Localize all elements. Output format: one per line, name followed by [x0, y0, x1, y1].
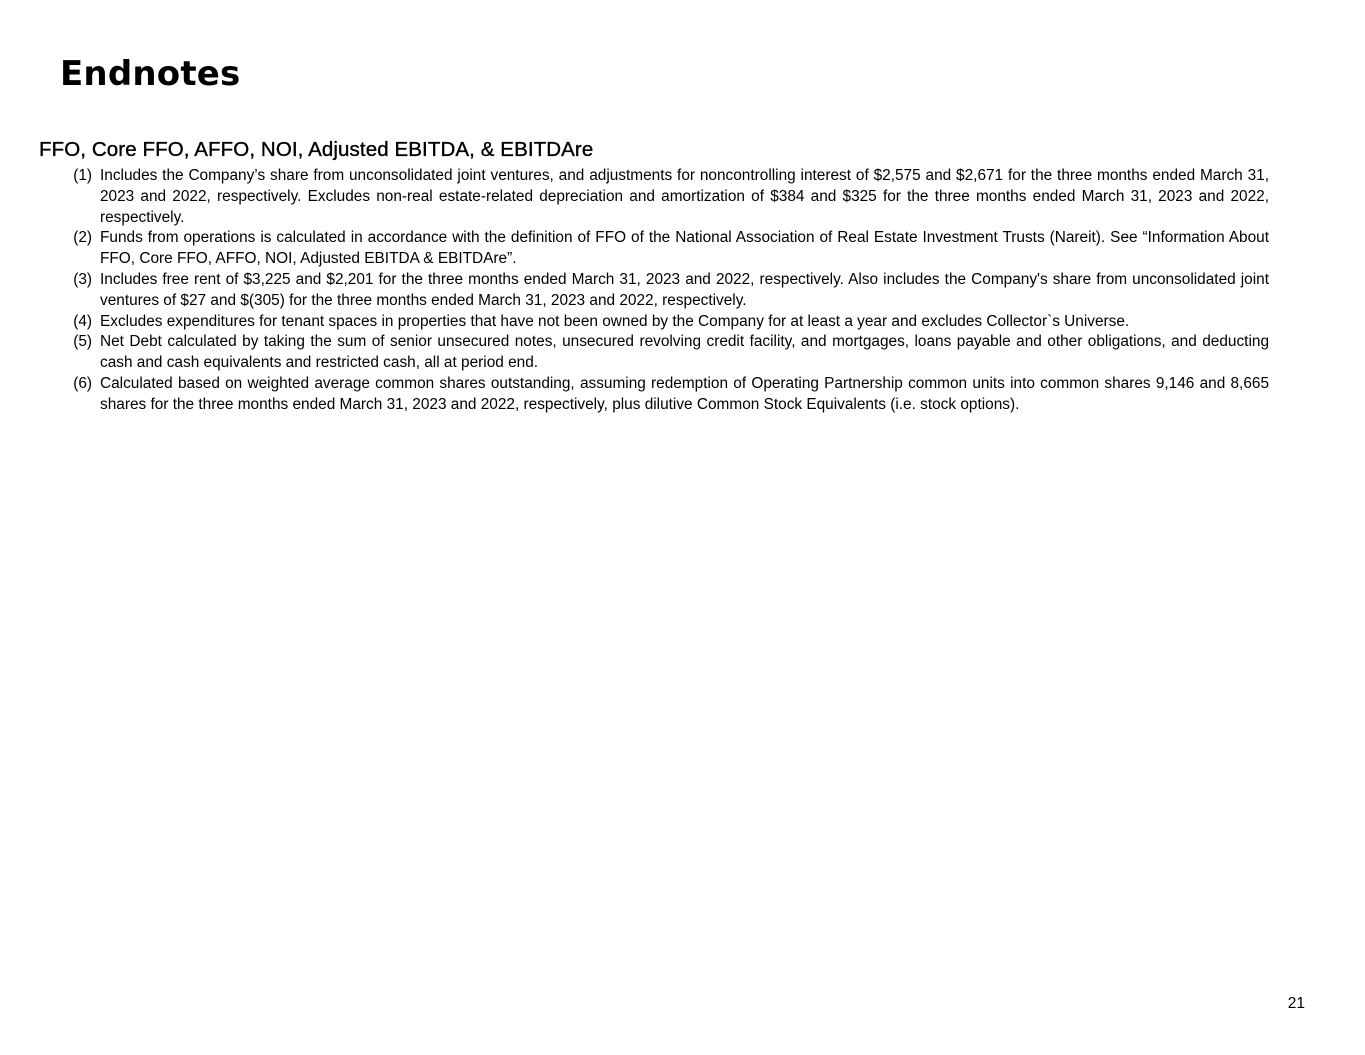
endnote-number: (1): [73, 167, 92, 184]
endnote-number: (2): [73, 229, 92, 247]
endnote-text: Includes the Company’s share from unconsolidated joint ventures, and adjustments for noncontrolling interest of $2,575 and $2,671 for the three months ended March 31, 2023 and 2022, respectively. Excludes non-real estate-related depreciation and amortization of $384 and $325 for the three months ended March 31, 2023 and 2022, respectively.: [100, 167, 1269, 226]
page-number: 21: [1287, 995, 1305, 1012]
endnote-item: [39, 228, 1269, 270]
endnote-number: (6): [73, 374, 92, 392]
endnotes-list: [39, 166, 1269, 416]
endnote-text: Excludes expenditures for tenant spaces in properties that have not been owned by the Company for at least a year and excludes Collector`s Universe.: [100, 312, 1130, 330]
endnote-item: [39, 166, 1269, 228]
endnote-number: (3): [73, 270, 92, 288]
endnote-item: [39, 312, 1269, 333]
endnote-number: (5): [73, 333, 92, 351]
page-title: Endnotes: [60, 54, 241, 94]
endnote-number: (4): [73, 312, 92, 330]
endnotes-section: [39, 136, 1269, 416]
endnote-text: Includes free rent of $3,225 and $2,201 for the three months ended March 31, 2023 and 2022, respectively. Also includes the Company's share from unconsolidated joint ventures of $27 and $(305) for the three months ended March 31, 2023 and 2022, respectively.: [100, 270, 1269, 309]
endnote-item: [39, 270, 1269, 312]
endnote-text: Funds from operations is calculated in accordance with the definition of FFO of the National Association of Real Estate Investment Trusts (Nareit). See “Information About FFO, Core FFO, AFFO, NOI, Adjusted EBITDA & EBITDAre”.: [100, 229, 1269, 268]
section-heading: FFO, Core FFO, AFFO, NOI, Adjusted EBITDA, & EBITDAre: [39, 138, 594, 161]
endnote-text: Net Debt calculated by taking the sum of senior unsecured notes, unsecured revolving credit facility, and mortgages, loans payable and other obligations, and deducting cash and cash equivalents and restricted cash, all at period end.: [100, 333, 1269, 372]
endnote-item: [39, 374, 1269, 416]
endnote-item: [39, 332, 1269, 374]
endnote-text: Calculated based on weighted average common shares outstanding, assuming redemption of Operating Partnership common units into common shares 9,146 and 8,665 shares for the three months ended March 31, 2023 and 2022, respectively, plus dilutive Common Stock Equivalents (i.e. stock options).: [100, 374, 1269, 413]
